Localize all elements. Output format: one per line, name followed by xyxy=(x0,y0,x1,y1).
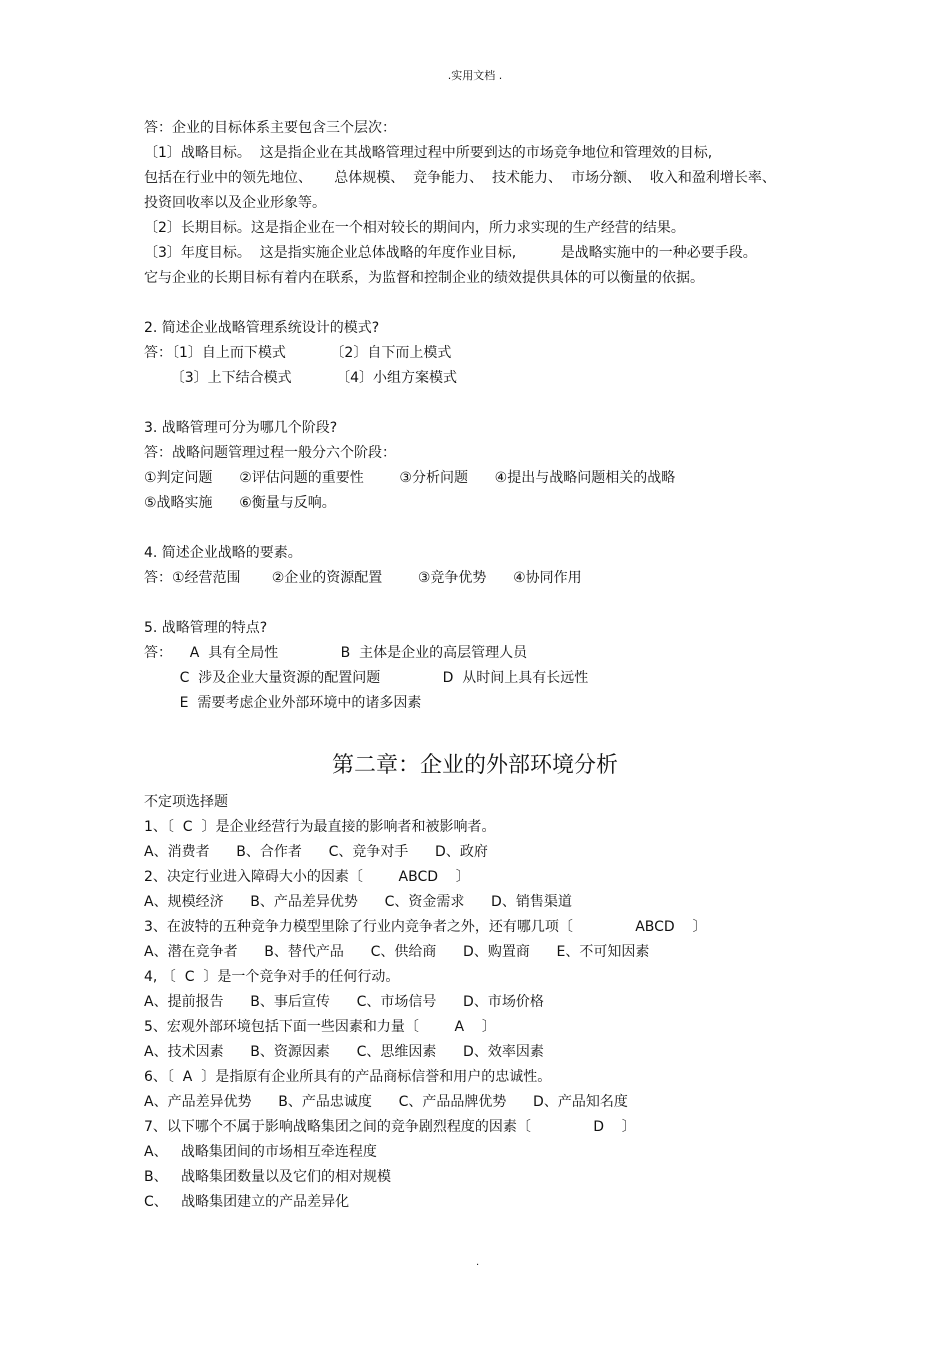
mcq-line: B、 战略集团数量以及它们的相对规模 xyxy=(144,1169,391,1185)
chapter-title: 第二章：企业的外部环境分析 xyxy=(331,753,618,778)
mcq-line: 2、决定行业进入障碍大小的因素〔 ABCD 〕 xyxy=(144,869,470,885)
answer1-line: 包括在行业中的领先地位、 总体规模、 竞争能力、 技术能力、 市场分额、 收入和盈利增长率、 xyxy=(144,170,776,186)
mcq-line: A、规模经济 B、产品差异优势 C、资金需求 D、销售渠道 xyxy=(144,894,572,910)
mcq-line: 6、〔 A 〕是指原有企业所具有的产品商标信誉和用户的忠诚性。 xyxy=(144,1069,552,1085)
mcq-line: A、提前报告 B、事后宣传 C、市场信号 D、市场价格 xyxy=(144,994,544,1010)
answer1-line: 答：企业的目标体系主要包含三个层次： xyxy=(144,120,396,136)
answer1-line: 它与企业的长期目标有着内在联系，为监督和控制企业的绩效提供具体的可以衡量的依据。 xyxy=(144,270,704,286)
answer1-line: 〔1〕战略目标。 这是指企业在其战略管理过程中所要到达的市场竞争地位和管理效的目标, xyxy=(144,145,713,161)
question-2: 2. 简述企业战略管理系统设计的模式? xyxy=(144,320,380,336)
question-5: 5. 战略管理的特点? xyxy=(144,620,268,636)
answer-3-line: 答：战略问题管理过程一般分六个阶段： xyxy=(144,445,396,461)
answer-4-line: 答：①经营范围 ②企业的资源配置 ③竞争优势 ④协同作用 xyxy=(144,570,582,586)
answer1-line: 投资回收率以及企业形象等。 xyxy=(144,195,326,211)
page-footer: . xyxy=(476,1257,480,1268)
mcq-line: 5、宏观外部环境包括下面一些因素和力量〔 A 〕 xyxy=(144,1019,496,1035)
answer-5-line: E 需要考虑企业外部环境中的诸多因素 xyxy=(144,695,422,711)
answer-2-line: 答：〔1〕自上而下模式 〔2〕自下而上模式 xyxy=(144,345,452,361)
mcq-line: 7、以下哪个不属于影响战略集团之间的竞争剧烈程度的因素〔 D 〕 xyxy=(144,1119,636,1135)
mcq-line: A、消费者 B、合作者 C、竞争对手 D、政府 xyxy=(144,844,488,860)
mcq-line: C、 战略集团建立的产品差异化 xyxy=(144,1194,350,1210)
answer-5-line: C 涉及企业大量资源的配置问题 D 从时间上具有长远性 xyxy=(144,670,589,686)
answer1-line: 〔2〕长期目标。这是指企业在一个相对较长的期间内，所力求实现的生产经营的结果。 xyxy=(144,220,685,236)
question-3: 3. 战略管理可分为哪几个阶段? xyxy=(144,420,338,436)
answer-3-line: ①判定问题 ②评估问题的重要性 ③分析问题 ④提出与战略问题相关的战略 xyxy=(144,470,676,486)
section-label: 不定项选择题 xyxy=(144,794,228,810)
mcq-line: A、产品差异优势 B、产品忠诚度 C、产品品牌优势 D、产品知名度 xyxy=(144,1094,628,1110)
answer1-line: 〔3〕年度目标。 这是指实施企业总体战略的年度作业目标, 是战略实施中的一种必要手段。 xyxy=(144,245,757,261)
answer-2-line: 〔3〕上下结合模式 〔4〕小组方案模式 xyxy=(144,370,458,386)
mcq-line: 3、在波特的五种竞争力模型里除了行业内竞争者之外，还有哪几项〔 ABCD 〕 xyxy=(144,919,707,935)
mcq-line: A、 战略集团间的市场相互牵连程度 xyxy=(144,1144,377,1160)
mcq-line: A、技术因素 B、资源因素 C、思维因素 D、效率因素 xyxy=(144,1044,544,1060)
answer-3-line: ⑤战略实施 ⑥衡量与反响。 xyxy=(144,495,336,511)
mcq-line: 4, 〔 C 〕是一个竞争对手的任何行动。 xyxy=(144,969,400,985)
mcq-line: 1、〔 C 〕是企业经营行为最直接的影响者和被影响者。 xyxy=(144,819,496,835)
question-4: 4. 简述企业战略的要素。 xyxy=(144,545,302,561)
answer-5-line: 答： A 具有全局性 B 主体是企业的高层管理人员 xyxy=(144,645,528,661)
page-header: .实用文档 . xyxy=(447,69,503,82)
mcq-line: A、潜在竞争者 B、替代产品 C、供给商 D、购置商 E、不可知因素 xyxy=(144,944,650,960)
